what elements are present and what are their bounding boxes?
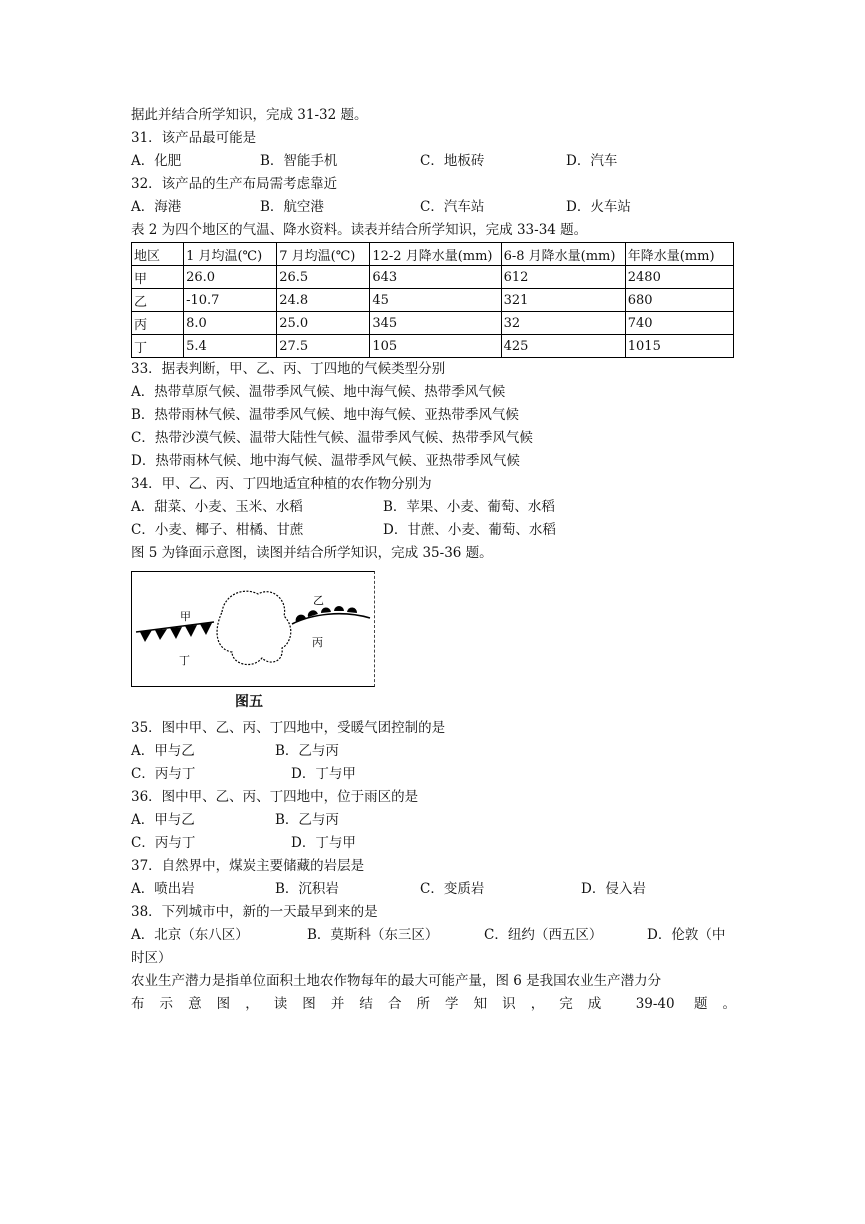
- q34-option-c: C．小麦、椰子、柑橘、甘蔗: [131, 522, 304, 538]
- table-cell: -10.7: [184, 289, 277, 312]
- table-row: [132, 289, 734, 312]
- table-cell: 丁: [132, 335, 184, 358]
- q35-option-c: C．丙与丁: [131, 766, 196, 782]
- q37-stem: 37．自然界中，煤炭主要储藏的岩层是: [131, 858, 365, 874]
- q35-option-d: D．丁与甲: [291, 766, 356, 782]
- fig6-intro-line2: 布示意图，读图并结合所学知识，完成 39-40 题。: [131, 996, 736, 1012]
- climate-table: [131, 242, 734, 358]
- table-header-cell: 地区: [132, 243, 184, 266]
- q36-option-c: C．丙与丁: [131, 835, 196, 851]
- q34-option-d: D．甘蔗、小麦、葡萄、水稻: [383, 522, 556, 538]
- q33-stem: 33．据表判断，甲、乙、丙、丁四地的气候类型分别: [131, 361, 446, 377]
- q37-options: [131, 878, 736, 901]
- q31-option-b: B．智能手机: [260, 153, 338, 169]
- q37-option-d: D．侵入岩: [581, 881, 646, 897]
- table-header-cell: 7 月均温(℃): [277, 243, 370, 266]
- q33-option-d: D．热带雨林气候、地中海气候、温带季风气候、亚热带季风气候: [131, 453, 520, 469]
- q38-options: [131, 924, 736, 947]
- table-cell: 425: [501, 335, 625, 358]
- table-cell: 25.0: [277, 312, 370, 335]
- table-header-cell: 年降水量(mm): [625, 243, 733, 266]
- table-row: [132, 312, 734, 335]
- fig6-intro-line1: 农业生产潜力是指单位面积土地农作物每年的最大可能产量，图 6 是我国农业生产潜力分: [131, 973, 662, 989]
- table-header-cell: 1 月均温(℃): [184, 243, 277, 266]
- label-bing: 丙: [312, 636, 323, 649]
- q31-option-a: A．化肥: [131, 153, 182, 169]
- q35-options-row2: [131, 763, 736, 786]
- table-header-cell: 6-8 月降水量(mm): [501, 243, 625, 266]
- table-cell: 643: [370, 266, 501, 289]
- q35-options-row1: [131, 740, 736, 763]
- table-cell: 612: [501, 266, 625, 289]
- table-cell: 27.5: [277, 335, 370, 358]
- q36-option-d: D．丁与甲: [291, 835, 356, 851]
- table-header-cell: 12-2 月降水量(mm): [370, 243, 501, 266]
- table-cell: 甲: [132, 266, 184, 289]
- table-cell: 45: [370, 289, 501, 312]
- q37-option-c: C．变质岩: [420, 881, 485, 897]
- q31-options: [131, 150, 736, 173]
- table-header-row: [132, 243, 734, 266]
- q33-option-a: A．热带草原气候、温带季风气候、地中海气候、热带季风气候: [131, 384, 506, 400]
- q31-option-c: C．地板砖: [420, 153, 485, 169]
- cold-front-triangles: [140, 623, 212, 642]
- q38-option-d-wrap: 时区）: [131, 950, 172, 966]
- table-cell: 26.5: [277, 266, 370, 289]
- question-page: [131, 104, 736, 1016]
- q34-options-row1: [131, 496, 736, 519]
- front-diagram: [131, 571, 375, 687]
- q32-stem: 32．该产品的生产布局需考虑靠近: [131, 176, 338, 192]
- table-cell: 26.0: [184, 266, 277, 289]
- label-jia: 甲: [180, 610, 191, 623]
- label-ding: 丁: [179, 654, 190, 667]
- q32-option-a: A．海港: [131, 199, 182, 215]
- q34-stem: 34．甲、乙、丙、丁四地适宜种植的农作物分别为: [131, 476, 432, 492]
- table-cell: 2480: [625, 266, 733, 289]
- figure-5: [131, 571, 736, 717]
- q34-option-b: B．苹果、小麦、葡萄、水稻: [383, 499, 555, 515]
- table-row: [132, 266, 734, 289]
- front-diagram-svg: [132, 572, 374, 686]
- table-cell: 5.4: [184, 335, 277, 358]
- q38-option-c: C．纽约（西五区）: [484, 927, 603, 943]
- intro-31-32: 据此并结合所学知识，完成 31-32 题。: [131, 107, 368, 123]
- table-cell: 32: [501, 312, 625, 335]
- q38-option-b: B．莫斯科（东三区）: [307, 927, 439, 943]
- q33-option-c: C．热带沙漠气候、温带大陆性气候、温带季风气候、热带季风气候: [131, 430, 533, 446]
- q37-option-a: A．喷出岩: [131, 881, 195, 897]
- q36-options-row2: [131, 832, 736, 855]
- q32-option-c: C．汽车站: [420, 199, 485, 215]
- fig5-intro: 图 5 为锋面示意图，读图并结合所学知识，完成 35-36 题。: [131, 545, 493, 561]
- q35-option-a: A．甲与乙: [131, 743, 195, 759]
- q36-option-a: A．甲与乙: [131, 812, 195, 828]
- table-cell: 8.0: [184, 312, 277, 335]
- q36-option-b: B．乙与丙: [275, 812, 339, 828]
- q34-options-row2: [131, 519, 736, 542]
- table-cell: 321: [501, 289, 625, 312]
- table-cell: 1015: [625, 335, 733, 358]
- q32-options: [131, 196, 736, 219]
- q35-stem: 35．图中甲、乙、丙、丁四地中，受暖气团控制的是: [131, 720, 446, 736]
- table2-intro: 表 2 为四个地区的气温、降水资料。读表并结合所学知识，完成 33-34 题。: [131, 222, 588, 238]
- q33-option-b: B．热带雨林气候、温带季风气候、地中海气候、亚热带季风气候: [131, 407, 519, 423]
- table-row: [132, 335, 734, 358]
- q32-option-b: B．航空港: [260, 199, 324, 215]
- rain-cloud: [217, 591, 291, 664]
- q35-option-b: B．乙与丙: [275, 743, 339, 759]
- q31-option-d: D．汽车: [566, 153, 618, 169]
- table-cell: 680: [625, 289, 733, 312]
- table-cell: 345: [370, 312, 501, 335]
- table-cell: 乙: [132, 289, 184, 312]
- table-cell: 105: [370, 335, 501, 358]
- q36-options-row1: [131, 809, 736, 832]
- q36-stem: 36．图中甲、乙、丙、丁四地中，位于雨区的是: [131, 789, 419, 805]
- table-cell: 丙: [132, 312, 184, 335]
- q37-option-b: B．沉积岩: [275, 881, 339, 897]
- label-yi: 乙: [313, 594, 324, 607]
- q34-option-a: A．甜菜、小麦、玉米、水稻: [131, 499, 303, 515]
- q38-option-d: D．伦敦（中: [647, 927, 726, 943]
- table-cell: 24.8: [277, 289, 370, 312]
- table-cell: 740: [625, 312, 733, 335]
- q32-option-d: D．火车站: [566, 199, 631, 215]
- q31-stem: 31．该产品最可能是: [131, 130, 257, 146]
- q38-stem: 38．下列城市中，新的一天最早到来的是: [131, 904, 378, 920]
- q38-option-a: A．北京（东八区）: [131, 927, 249, 943]
- figure-5-caption: 图五: [235, 694, 263, 710]
